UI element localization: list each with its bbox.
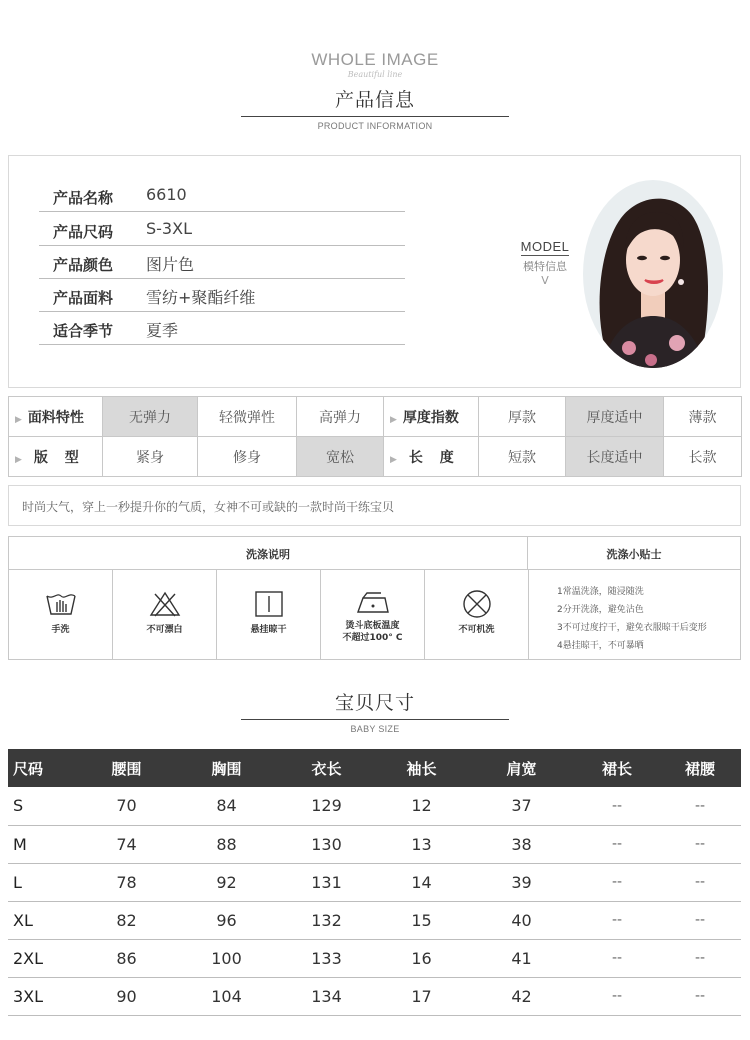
info-row-name xyxy=(39,179,405,212)
size-value-cell: -- xyxy=(575,977,659,1015)
info-value: 图片色 xyxy=(146,255,195,274)
tip-item: 1常温洗涤，随浸随洗 xyxy=(557,587,644,597)
beautiful-line-script: Beautiful line xyxy=(347,70,403,79)
wash-cell-iron xyxy=(321,570,425,659)
size-value-cell: 37 xyxy=(468,787,575,825)
whole-image-title: WHOLE IMAGE xyxy=(311,50,439,69)
table-row xyxy=(8,977,741,1015)
info-row-fabric xyxy=(39,279,405,312)
size-value-cell: -- xyxy=(659,863,741,901)
size-value-cell: -- xyxy=(659,901,741,939)
table-row xyxy=(8,825,741,863)
attr-option: 修身 xyxy=(198,437,297,477)
size-label-cell: L xyxy=(8,863,78,901)
heading-rule xyxy=(241,719,509,720)
size-label-cell: XL xyxy=(8,901,78,939)
wash-label: 烫斗底板温度 不超过100° C xyxy=(342,621,403,643)
product-info-panel xyxy=(8,155,741,388)
washing-tips-title: 洗涤小贴士 xyxy=(528,537,740,570)
info-key: 产品面料 xyxy=(53,289,114,307)
size-value-cell: 131 xyxy=(278,863,375,901)
info-row-color xyxy=(39,246,405,279)
table-row xyxy=(8,787,741,825)
info-value: 夏季 xyxy=(146,321,179,340)
attr-row-fabric xyxy=(9,397,742,437)
info-value: 雪纺+聚酯纤维 xyxy=(146,288,256,307)
size-value-cell: 82 xyxy=(78,901,175,939)
model-arrow: V xyxy=(541,274,549,287)
table-row xyxy=(8,939,741,977)
size-value-cell: 84 xyxy=(175,787,278,825)
info-key: 产品尺码 xyxy=(53,223,114,241)
attr-option-selected: 宽松 xyxy=(297,437,384,477)
size-column-header: 衣长 xyxy=(278,749,375,787)
size-value-cell: 90 xyxy=(78,977,175,1015)
attr-option-selected: 长度适中 xyxy=(566,437,664,477)
wash-cell-hang-dry xyxy=(217,570,321,659)
attr-label: ▶ 版 型 xyxy=(9,437,103,477)
info-key: 产品名称 xyxy=(53,189,114,207)
product-info-title: 产品信息 xyxy=(334,89,415,111)
model-portrait xyxy=(581,178,725,370)
size-value-cell: 104 xyxy=(175,977,278,1015)
size-title: 宝贝尺寸 xyxy=(334,692,415,714)
product-description xyxy=(8,485,741,526)
size-column-header: 裙长 xyxy=(575,749,659,787)
attr-label: ▶ 面料特性 xyxy=(9,397,103,437)
size-column-header: 尺码 xyxy=(8,749,78,787)
triangle-right-icon: ▶ xyxy=(390,454,397,465)
no-bleach-icon xyxy=(149,590,181,618)
wash-label: 不可机洗 xyxy=(458,625,495,635)
hand-wash-icon xyxy=(45,590,77,618)
attr-option-selected: 厚度适中 xyxy=(566,397,664,437)
size-label-cell: S xyxy=(8,787,78,825)
attr-option: 轻微弹性 xyxy=(198,397,297,437)
washing-title: 洗涤说明 xyxy=(9,537,528,570)
attr-option: 长款 xyxy=(664,437,742,477)
size-value-cell: -- xyxy=(575,939,659,977)
size-value-cell: 88 xyxy=(175,825,278,863)
size-value-cell: 39 xyxy=(468,863,575,901)
product-info-subtitle: PRODUCT INFORMATION xyxy=(317,121,433,131)
wash-cell-no-bleach xyxy=(113,570,217,659)
tip-item: 3不可过度拧干，避免衣服晾干后变形 xyxy=(557,623,707,633)
size-value-cell: 38 xyxy=(468,825,575,863)
size-value-cell: -- xyxy=(575,901,659,939)
info-value: S-3XL xyxy=(146,219,192,238)
size-label-cell: 2XL xyxy=(8,939,78,977)
size-column-header: 胸围 xyxy=(175,749,278,787)
product-info-heading xyxy=(0,50,750,131)
washing-panel xyxy=(8,536,741,660)
size-value-cell: 100 xyxy=(175,939,278,977)
table-row xyxy=(8,901,741,939)
no-machine-wash-icon xyxy=(461,588,493,620)
size-value-cell: 14 xyxy=(375,863,468,901)
size-value-cell: 13 xyxy=(375,825,468,863)
size-heading xyxy=(0,682,750,734)
size-value-cell: 16 xyxy=(375,939,468,977)
attr-option: 高弹力 xyxy=(297,397,384,437)
info-value: 6610 xyxy=(146,185,187,204)
model-cn: 模特信息 xyxy=(523,260,567,273)
wash-cell-hand xyxy=(9,570,113,659)
size-value-cell: 132 xyxy=(278,901,375,939)
info-row-size xyxy=(39,213,405,246)
size-value-cell: 15 xyxy=(375,901,468,939)
hang-dry-icon xyxy=(253,590,285,618)
tip-item: 4悬挂晾干，不可暴晒 xyxy=(557,641,644,651)
size-table xyxy=(8,749,741,1016)
size-value-cell: 70 xyxy=(78,787,175,825)
size-value-cell: -- xyxy=(659,939,741,977)
description-text: 时尚大气，穿上一秒提升你的气质，女神不可或缺的一款时尚干练宝贝 xyxy=(22,500,395,514)
heading-rule xyxy=(241,116,509,117)
size-subtitle: BABY SIZE xyxy=(350,724,400,734)
size-value-cell: 74 xyxy=(78,825,175,863)
attributes-table xyxy=(8,396,742,477)
size-label-cell: M xyxy=(8,825,78,863)
attr-option: 紧身 xyxy=(103,437,198,477)
washing-tips-list xyxy=(557,583,737,655)
size-column-header: 腰围 xyxy=(78,749,175,787)
size-value-cell: -- xyxy=(575,787,659,825)
model-en: MODEL xyxy=(520,239,570,254)
attr-option: 厚款 xyxy=(479,397,566,437)
size-value-cell: 96 xyxy=(175,901,278,939)
size-value-cell: 134 xyxy=(278,977,375,1015)
size-value-cell: 133 xyxy=(278,939,375,977)
attr-label: ▶ 厚度指数 xyxy=(384,397,479,437)
info-key: 产品颜色 xyxy=(53,256,114,274)
attr-row-fit xyxy=(9,437,742,477)
wash-label: 不可漂白 xyxy=(146,625,183,635)
tip-item: 2分开洗涤，避免沾色 xyxy=(557,605,644,615)
model-info-label xyxy=(514,236,576,287)
size-value-cell: -- xyxy=(659,787,741,825)
triangle-right-icon: ▶ xyxy=(15,414,22,425)
size-value-cell: 17 xyxy=(375,977,468,1015)
info-row-season xyxy=(39,312,405,345)
attr-option: 薄款 xyxy=(664,397,742,437)
attr-label: ▶ 长 度 xyxy=(384,437,479,477)
size-value-cell: 42 xyxy=(468,977,575,1015)
size-value-cell: 92 xyxy=(175,863,278,901)
size-value-cell: 40 xyxy=(468,901,575,939)
size-value-cell: -- xyxy=(659,977,741,1015)
wash-label: 悬挂晾干 xyxy=(250,625,287,635)
wash-label: 手洗 xyxy=(51,625,70,635)
size-value-cell: 130 xyxy=(278,825,375,863)
size-value-cell: -- xyxy=(575,863,659,901)
size-label-cell: 3XL xyxy=(8,977,78,1015)
wash-cell-no-machine xyxy=(425,570,529,659)
attr-option: 短款 xyxy=(479,437,566,477)
size-value-cell: -- xyxy=(575,825,659,863)
triangle-right-icon: ▶ xyxy=(15,454,22,465)
info-key: 适合季节 xyxy=(53,322,114,340)
size-value-cell: 78 xyxy=(78,863,175,901)
size-value-cell: 129 xyxy=(278,787,375,825)
size-value-cell: 86 xyxy=(78,939,175,977)
triangle-right-icon: ▶ xyxy=(390,414,397,425)
size-column-header: 裙腰 xyxy=(659,749,741,787)
size-value-cell: -- xyxy=(659,825,741,863)
size-value-cell: 12 xyxy=(375,787,468,825)
attr-option-selected: 无弹力 xyxy=(103,397,198,437)
size-column-header: 袖长 xyxy=(375,749,468,787)
size-header-row xyxy=(8,749,741,787)
iron-icon xyxy=(355,590,391,618)
size-value-cell: 41 xyxy=(468,939,575,977)
table-row xyxy=(8,863,741,901)
size-column-header: 肩宽 xyxy=(468,749,575,787)
